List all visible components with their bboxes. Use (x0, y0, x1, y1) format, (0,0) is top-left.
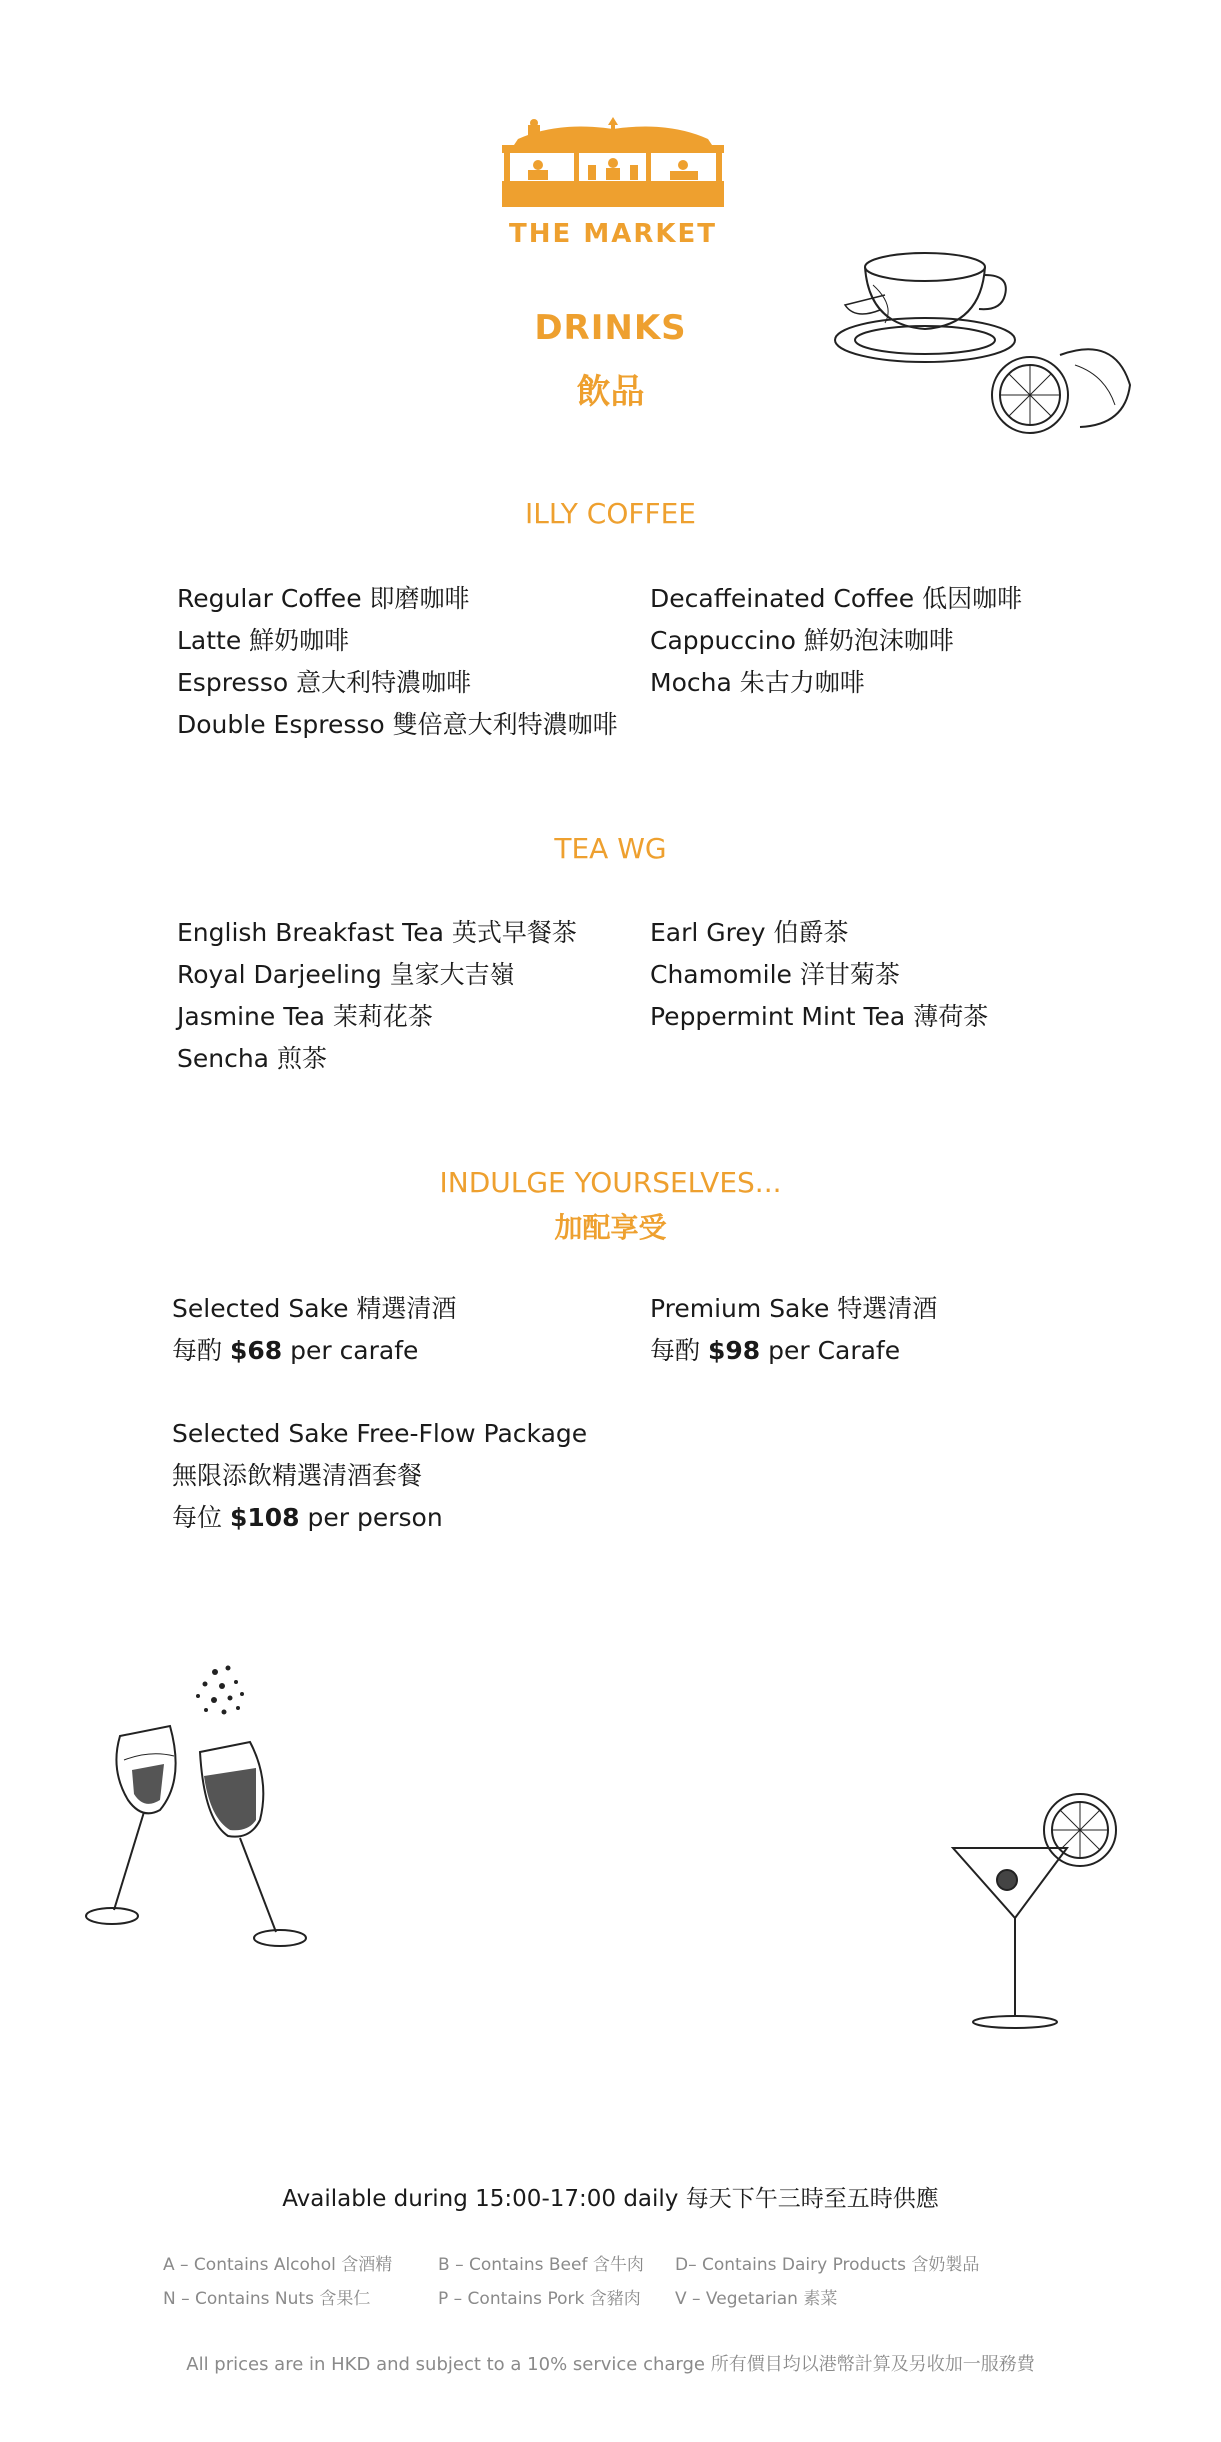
legend-item: A – Contains Alcohol 含酒精 (163, 2255, 393, 2275)
price-unit: per carafe (282, 1336, 419, 1365)
price-value: $108 (229, 1503, 300, 1532)
menu-item: Decaffeinated Coffee 低因咖啡 (650, 584, 1023, 613)
legend-item: B – Contains Beef 含牛肉 (438, 2255, 644, 2275)
menu-item: Earl Grey 伯爵茶 (650, 918, 849, 947)
offer-name-cn: 無限添飲精選清酒套餐 (172, 1461, 423, 1490)
dietary-legend (163, 2250, 1063, 2318)
section-title: INDULGE YOURSELVES... (439, 1166, 782, 1199)
menu-column-left (177, 912, 577, 1080)
availability-note (0, 2180, 1221, 2213)
champagne-illustration (80, 1660, 340, 1960)
offer-name: Selected Sake 精選清酒 (172, 1294, 457, 1323)
menu-item: Espresso 意大利特濃咖啡 (177, 668, 472, 697)
price-prefix: 每位 (172, 1503, 230, 1532)
cocktail-glass-icon (945, 1790, 1125, 2040)
offer-price-line (650, 1330, 937, 1372)
availability-en: Available during 15:00-17:00 daily (282, 2186, 679, 2212)
section-title: TEA WG (554, 832, 667, 865)
offer-selected-sake (172, 1288, 456, 1372)
legend-item: N – Contains Nuts 含果仁 (163, 2289, 371, 2309)
menu-column-left (177, 578, 618, 746)
legend-item: D– Contains Dairy Products 含奶製品 (675, 2255, 980, 2275)
page-title: DRINKS (534, 308, 687, 348)
offer-price-line (172, 1497, 587, 1539)
section-title: ILLY COFFEE (525, 497, 696, 530)
legend-item: P – Contains Pork 含豬肉 (438, 2289, 641, 2309)
menu-item: Cappuccino 鮮奶泡沫咖啡 (650, 626, 954, 655)
price-value: $98 (707, 1336, 761, 1365)
menu-item: Royal Darjeeling 皇家大吉嶺 (177, 960, 515, 989)
price-unit: per Carafe (760, 1336, 901, 1365)
brand-name: THE MARKET (509, 219, 717, 249)
price-disclaimer: All prices are in HKD and subject to a 10% service charge 所有價目均以港幣計算及另收加一服務費 (186, 2354, 1035, 2375)
cocktail-illustration (945, 1790, 1125, 2040)
price-unit: per person (299, 1503, 443, 1532)
menu-column-right (650, 912, 988, 1038)
menu-item: Regular Coffee 即磨咖啡 (177, 584, 470, 613)
price-value: $68 (229, 1336, 283, 1365)
menu-column-right (650, 578, 1022, 704)
menu-item: Mocha 朱古力咖啡 (650, 668, 865, 697)
menu-item: Jasmine Tea 茉莉花茶 (177, 1002, 433, 1031)
offer-name: Premium Sake 特選清酒 (650, 1294, 938, 1323)
price-prefix: 每酌 (650, 1336, 708, 1365)
legend-item: V – Vegetarian 素菜 (675, 2289, 838, 2309)
offer-premium-sake (650, 1288, 937, 1372)
availability-cn: 每天下午三時至五時供應 (685, 2186, 939, 2212)
offer-name: Selected Sake Free-Flow Package (172, 1419, 588, 1448)
menu-item: Chamomile 洋甘菊茶 (650, 960, 900, 989)
menu-item: Latte 鮮奶咖啡 (177, 626, 350, 655)
offer-price-line (172, 1330, 456, 1372)
brand-logo (498, 115, 728, 249)
menu-item: Peppermint Mint Tea 薄荷茶 (650, 1002, 989, 1031)
offer-free-flow (172, 1413, 587, 1539)
market-logo-icon (498, 115, 728, 207)
champagne-glasses-icon (80, 1660, 340, 1960)
section-title-cn: 加配享受 (554, 1211, 667, 1244)
page-title-cn: 飲品 (576, 372, 645, 412)
menu-item: English Breakfast Tea 英式早餐茶 (177, 918, 577, 947)
menu-item: Double Espresso 雙倍意大利特濃咖啡 (177, 710, 618, 739)
menu-item: Sencha 煎茶 (177, 1044, 327, 1073)
price-prefix: 每酌 (172, 1336, 230, 1365)
